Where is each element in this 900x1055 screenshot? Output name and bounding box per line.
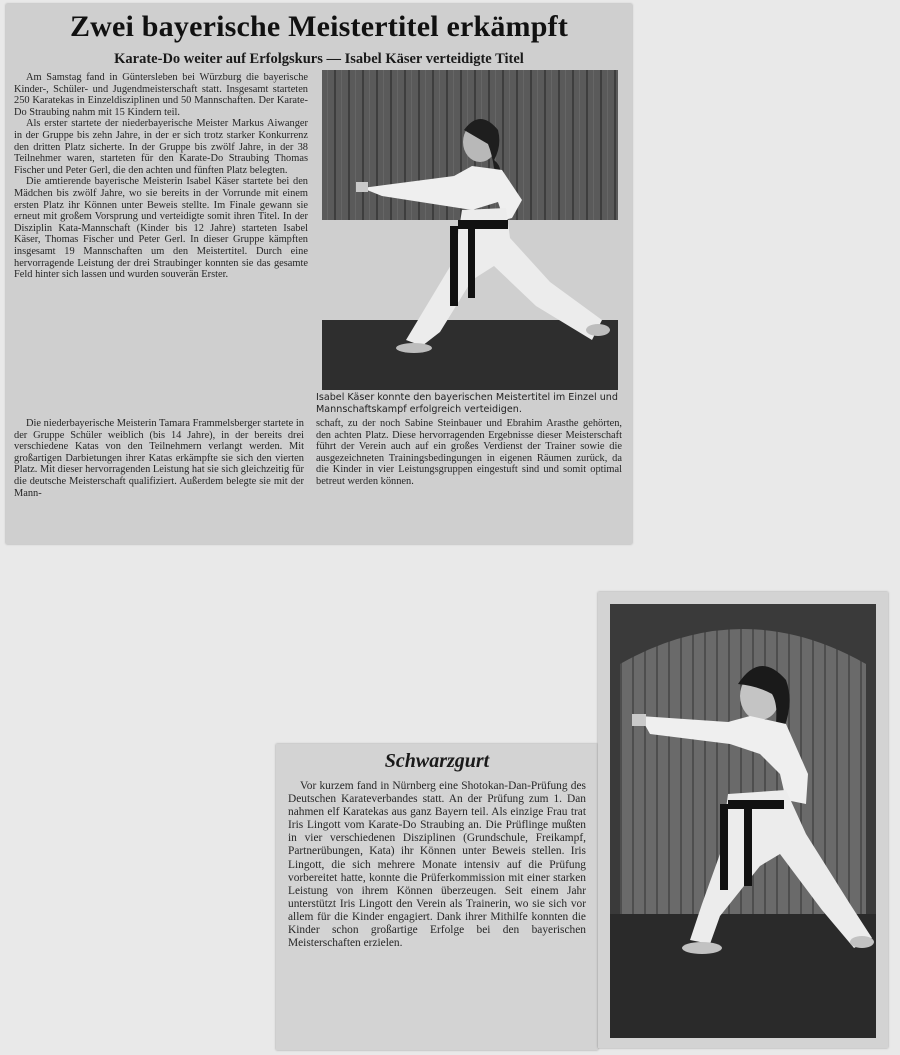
article-headline: Zwei bayerische Meistertitel erkämpft bbox=[69, 10, 569, 43]
article-body bbox=[288, 780, 586, 950]
karate-woman-photo-clipping bbox=[598, 592, 888, 1048]
paragraph: Die niederbayerische Meisterin Tamara Frammelsberger startete in der Gruppe Schüler weiblich (bis 14 Jahre), in der bereits drei verschiedene Katas von den Teilnehmern verlangt werden. Mit großartigen Darbietungen ihrer Katas erkämpfte sie sich den vierten Platz. Mit dieser hervorragenden Leistung hat sie sich gleichzeitig für die deutsche Meisterschaft qualifiziert. Außerdem belegte sie mit der Mann- bbox=[14, 418, 304, 499]
karate-woman-photo bbox=[610, 604, 876, 1038]
article-column-right-bottom bbox=[316, 418, 622, 488]
newspaper-clipping-schwarzgurt bbox=[276, 744, 598, 1050]
article-subheadline: Karate-Do weiter auf Erfolgskurs — Isabel Käser verteidigte Titel bbox=[114, 51, 524, 67]
newspaper-clipping-main bbox=[6, 4, 632, 544]
paragraph: Die amtierende bayerische Meisterin Isabel Käser startete bei den Mädchen bis zwölf Jahre, wo sie bereits in der Vorrunde mit einem ersten Platz ihr Können unter Beweis stellte. Im Finale gewann sie erneut mit großem Vorsprung und verteidigte somit ihren Titel. In der Disziplin Kata-Mannschaft (Kinder bis 12 Jahre) starteten Isabel Käser, Thomas Fischer und Peter Gerl. In dieser Gruppe kämpften insgesamt 19 Mannschaften um den Meistertitel. Durch eine hervorragende Leistung der drei Straubinger konnten sie das gesamte Feld hinter sich lassen und wurden souverän Erster. bbox=[14, 176, 308, 281]
paragraph: Vor kurzem fand in Nürnberg eine Shotokan-Dan-Prüfung des Deutschen Karateverbandes statt. An der Prüfung zum 1. Dan nahmen elf Karatekas aus ganz Bayern teil. Als einzige Frau trat Iris Lingott vom Karate-Do Straubing an. Die Prüflinge mußten in vier verschiedenen Disziplinen (Grundschule, Freikampf, Partnerübungen, Kata) ihr Können unter Beweis stellen. Iris Lingott, die sich mehrere Monate intensiv auf die Prüfung vorbereitet hatte, konnte die Prüferkommission mit einer starken Leistung von ihrem Können überzeugen. Seit einem Jahr unterstützt Iris Lingott den Verein als Trainerin, wo sie sich vor allem für die Kinder engagiert. Dank ihrer Mithilfe konnten die Kinder schon großartige Erfolge bei den bayerischen Meisterschaften erzielen. bbox=[288, 780, 586, 950]
article-column-left-bottom bbox=[14, 418, 304, 499]
paragraph: schaft, zu der noch Sabine Steinbauer und Ebrahim Arasthe gehörten, den achten Platz. Diese hervorragenden Ergebnisse dieser Meisterschaft führt der Verein auch auf ein großes Verdienst der Trainer sowie die ausgezeichneten Trainingsbedingungen in eigenen Räumen zurück, da die Kinder in vier Leistungsgruppen eingestuft sind und somit optimal betreut werden können. bbox=[316, 418, 622, 487]
paragraph: Am Samstag fand in Güntersleben bei Würzburg die bayerische Kinder-, Schüler- und Jugendmeisterschaft statt. Insgesamt starteten 250 Karatekas in Einzeldisziplinen und 50 Mannschaften. Der Karate-Do Straubing nahm mit 15 Kindern teil. bbox=[14, 72, 308, 118]
photo-caption: Isabel Käser konnte den bayerischen Meistertitel im Einzel und Mannschaftskampf erfolgreich verteidigen. bbox=[316, 392, 618, 415]
karate-girl-photo bbox=[322, 70, 618, 390]
article-column-left-top bbox=[14, 72, 308, 281]
paragraph: Als erster startete der niederbayerische Meister Markus Aiwanger in der Gruppe bis zehn Jahre, in der er sich trotz starker Konkurrenz den dritten Platz sicherte. In der Gruppe bis zwölf Jahre, in der 38 Teilnehmer waren, starteten für den Karate-Do Straubing Thomas Fischer und Peter Gerl, die den achten und fünften Platz belegten. bbox=[14, 118, 308, 176]
article-heading: Schwarzgurt bbox=[384, 750, 490, 772]
